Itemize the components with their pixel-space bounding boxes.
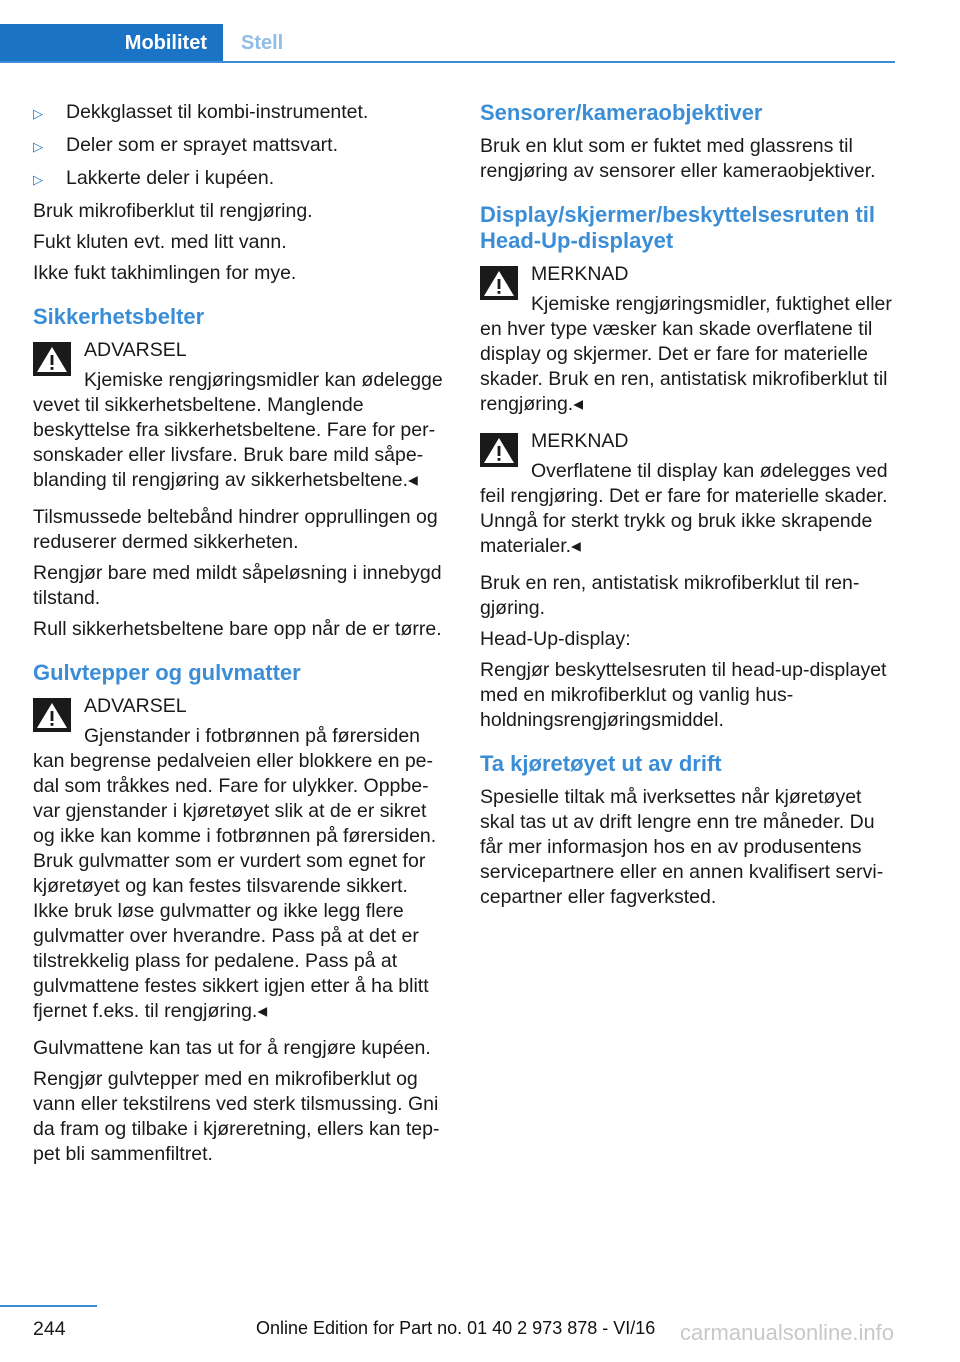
warning-triangle-icon	[480, 266, 518, 300]
left-column	[33, 100, 449, 1173]
header-rule	[0, 61, 895, 63]
paragraph: Ikke fukt takhimlingen for mye.	[33, 262, 297, 284]
paragraph: Rengjør beskyttelsesruten til head-up-displayet med en mikrofiberklut og vanlig husholdningsrengjøringsmiddel.	[480, 659, 887, 731]
page-number: 244	[33, 1318, 66, 1340]
paragraph: Rull sikkerhetsbeltene bare opp når de er tørre.	[33, 618, 442, 640]
footer-rule	[0, 1305, 97, 1307]
list-item-text: Lakkerte deler i kupéen.	[66, 167, 275, 189]
watermark: carmanualsonline.info	[680, 1320, 895, 1345]
list-item	[33, 133, 449, 159]
paragraph: Tilsmussede beltebånd hindrer opprullingen og reduserer dermed sikkerheten.	[33, 506, 438, 553]
paragraph: Bruk en ren, antistatisk mikrofiberklut til rengjøring.	[480, 572, 860, 619]
paragraph: Head-Up-display:	[480, 628, 631, 650]
paragraph: Rengjør bare med mildt såpeløsning i innebygd tilstand.	[33, 562, 442, 609]
tab-stell[interactable]: Stell	[241, 31, 284, 54]
warning-body: Kjemiske rengjøringsmidler kan ødelegge vevet til sikkerhetsbeltene. Manglende beskyttelse fra sikkerhetsbeltene. Fare for personskader eller livsfare. Bruk bare mild såpeblanding til rengjøring av sikkerhetsbeltene.◂	[33, 369, 443, 491]
section-heading-display: Display/skjermer/beskyttelsesruten til Head-Up-displayet	[480, 202, 875, 253]
notice-title: MERKNAD	[531, 430, 629, 452]
list-item-text: Dekkglasset til kombi-instrumentet.	[66, 101, 369, 123]
section-heading-storage: Ta kjøretøyet ut av drift	[480, 751, 722, 776]
warning-triangle-icon	[33, 698, 71, 732]
paragraph: Rengjør gulvtepper med en mikrofiberklut og vann eller tekstilrens ved sterk tilsmussing. Gni da fram og tilbake i kjøreretning, ellers kan teppet bli sammenfiltret.	[33, 1068, 440, 1165]
header-tabbar	[0, 24, 895, 62]
notice-box	[480, 262, 898, 417]
warning-box	[33, 338, 449, 493]
right-column	[480, 100, 898, 916]
paragraph: Gulvmattene kan tas ut for å rengjøre kupéen.	[33, 1037, 431, 1059]
warning-triangle-icon	[480, 433, 518, 467]
notice-body: Kjemiske rengjøringsmidler, fuktighet eller en hver type væsker kan skade overflatene til display og skjermer. Det er fare for materielle skader. Bruk en ren, antistatisk mikrofiberklut til rengjøring.◂	[480, 293, 892, 415]
list-item	[33, 166, 449, 192]
edition-text: Online Edition for Part no. 01 40 2 973 878 - VI/16	[256, 1318, 656, 1338]
section-heading-sensors: Sensorer/kameraobjektiver	[480, 100, 763, 125]
warning-box	[33, 694, 449, 1024]
section-heading-belts: Sikkerhetsbelter	[33, 304, 205, 329]
triangle-right-icon: ▷	[33, 139, 43, 154]
section-heading-carpets: Gulvtepper og gulvmatter	[33, 660, 301, 685]
triangle-right-icon: ▷	[33, 172, 43, 187]
list-item	[33, 100, 449, 126]
paragraph: Bruk en klut som er fuktet med glassrens til rengjøring av sensorer eller kameraobjektiver.	[480, 135, 876, 182]
warning-title: ADVARSEL	[84, 339, 187, 361]
notice-box	[480, 429, 898, 559]
notice-body: Overflatene til display kan ødelegges ved feil rengjøring. Det er fare for materielle skader. Unngå for sterkt trykk og bruk ikke skrapende materialer.◂	[480, 460, 888, 557]
tab-mobilitet[interactable]: Mobilitet	[0, 24, 223, 62]
list-item-text: Deler som er sprayet mattsvart.	[66, 134, 338, 156]
paragraph: Spesielle tiltak må iverksettes når kjøretøyet skal tas ut av drift lengre enn tre måneder. Du får mer informasjon hos en av produsentens servicepartnere eller en annen kvalifisert servicepartner eller fagverksted.	[480, 786, 884, 908]
warning-triangle-icon	[33, 342, 71, 376]
triangle-right-icon: ▷	[33, 106, 43, 121]
warning-body: Gjenstander i fotbrønnen på førersiden kan begrense pedalveien eller blokkere en pedal som tråkkes ned. Fare for ulykker. Oppbevar gjenstander i kjøretøyet slik at de er sikret og ikke kan komme i fotbrønnen på førersiden. Bruk gulvmatter som er vurdert som egnet for kjøretøyet og kan festes tilsvarende sikkert. Ikke bruk løse gulvmatter og ikke legg flere gulvmatter over hverandre. Pass på at det er tilstrekkelig plass for pedalene. Pass på at gulvmattene festes sikkert igjen etter å ha blitt fjernet f.eks. til rengjøring.◂	[33, 725, 437, 1022]
warning-title: ADVARSEL	[84, 695, 187, 717]
paragraph: Fukt kluten evt. med litt vann.	[33, 231, 287, 253]
notice-title: MERKNAD	[531, 263, 629, 285]
paragraph: Bruk mikrofiberklut til rengjøring.	[33, 200, 313, 222]
